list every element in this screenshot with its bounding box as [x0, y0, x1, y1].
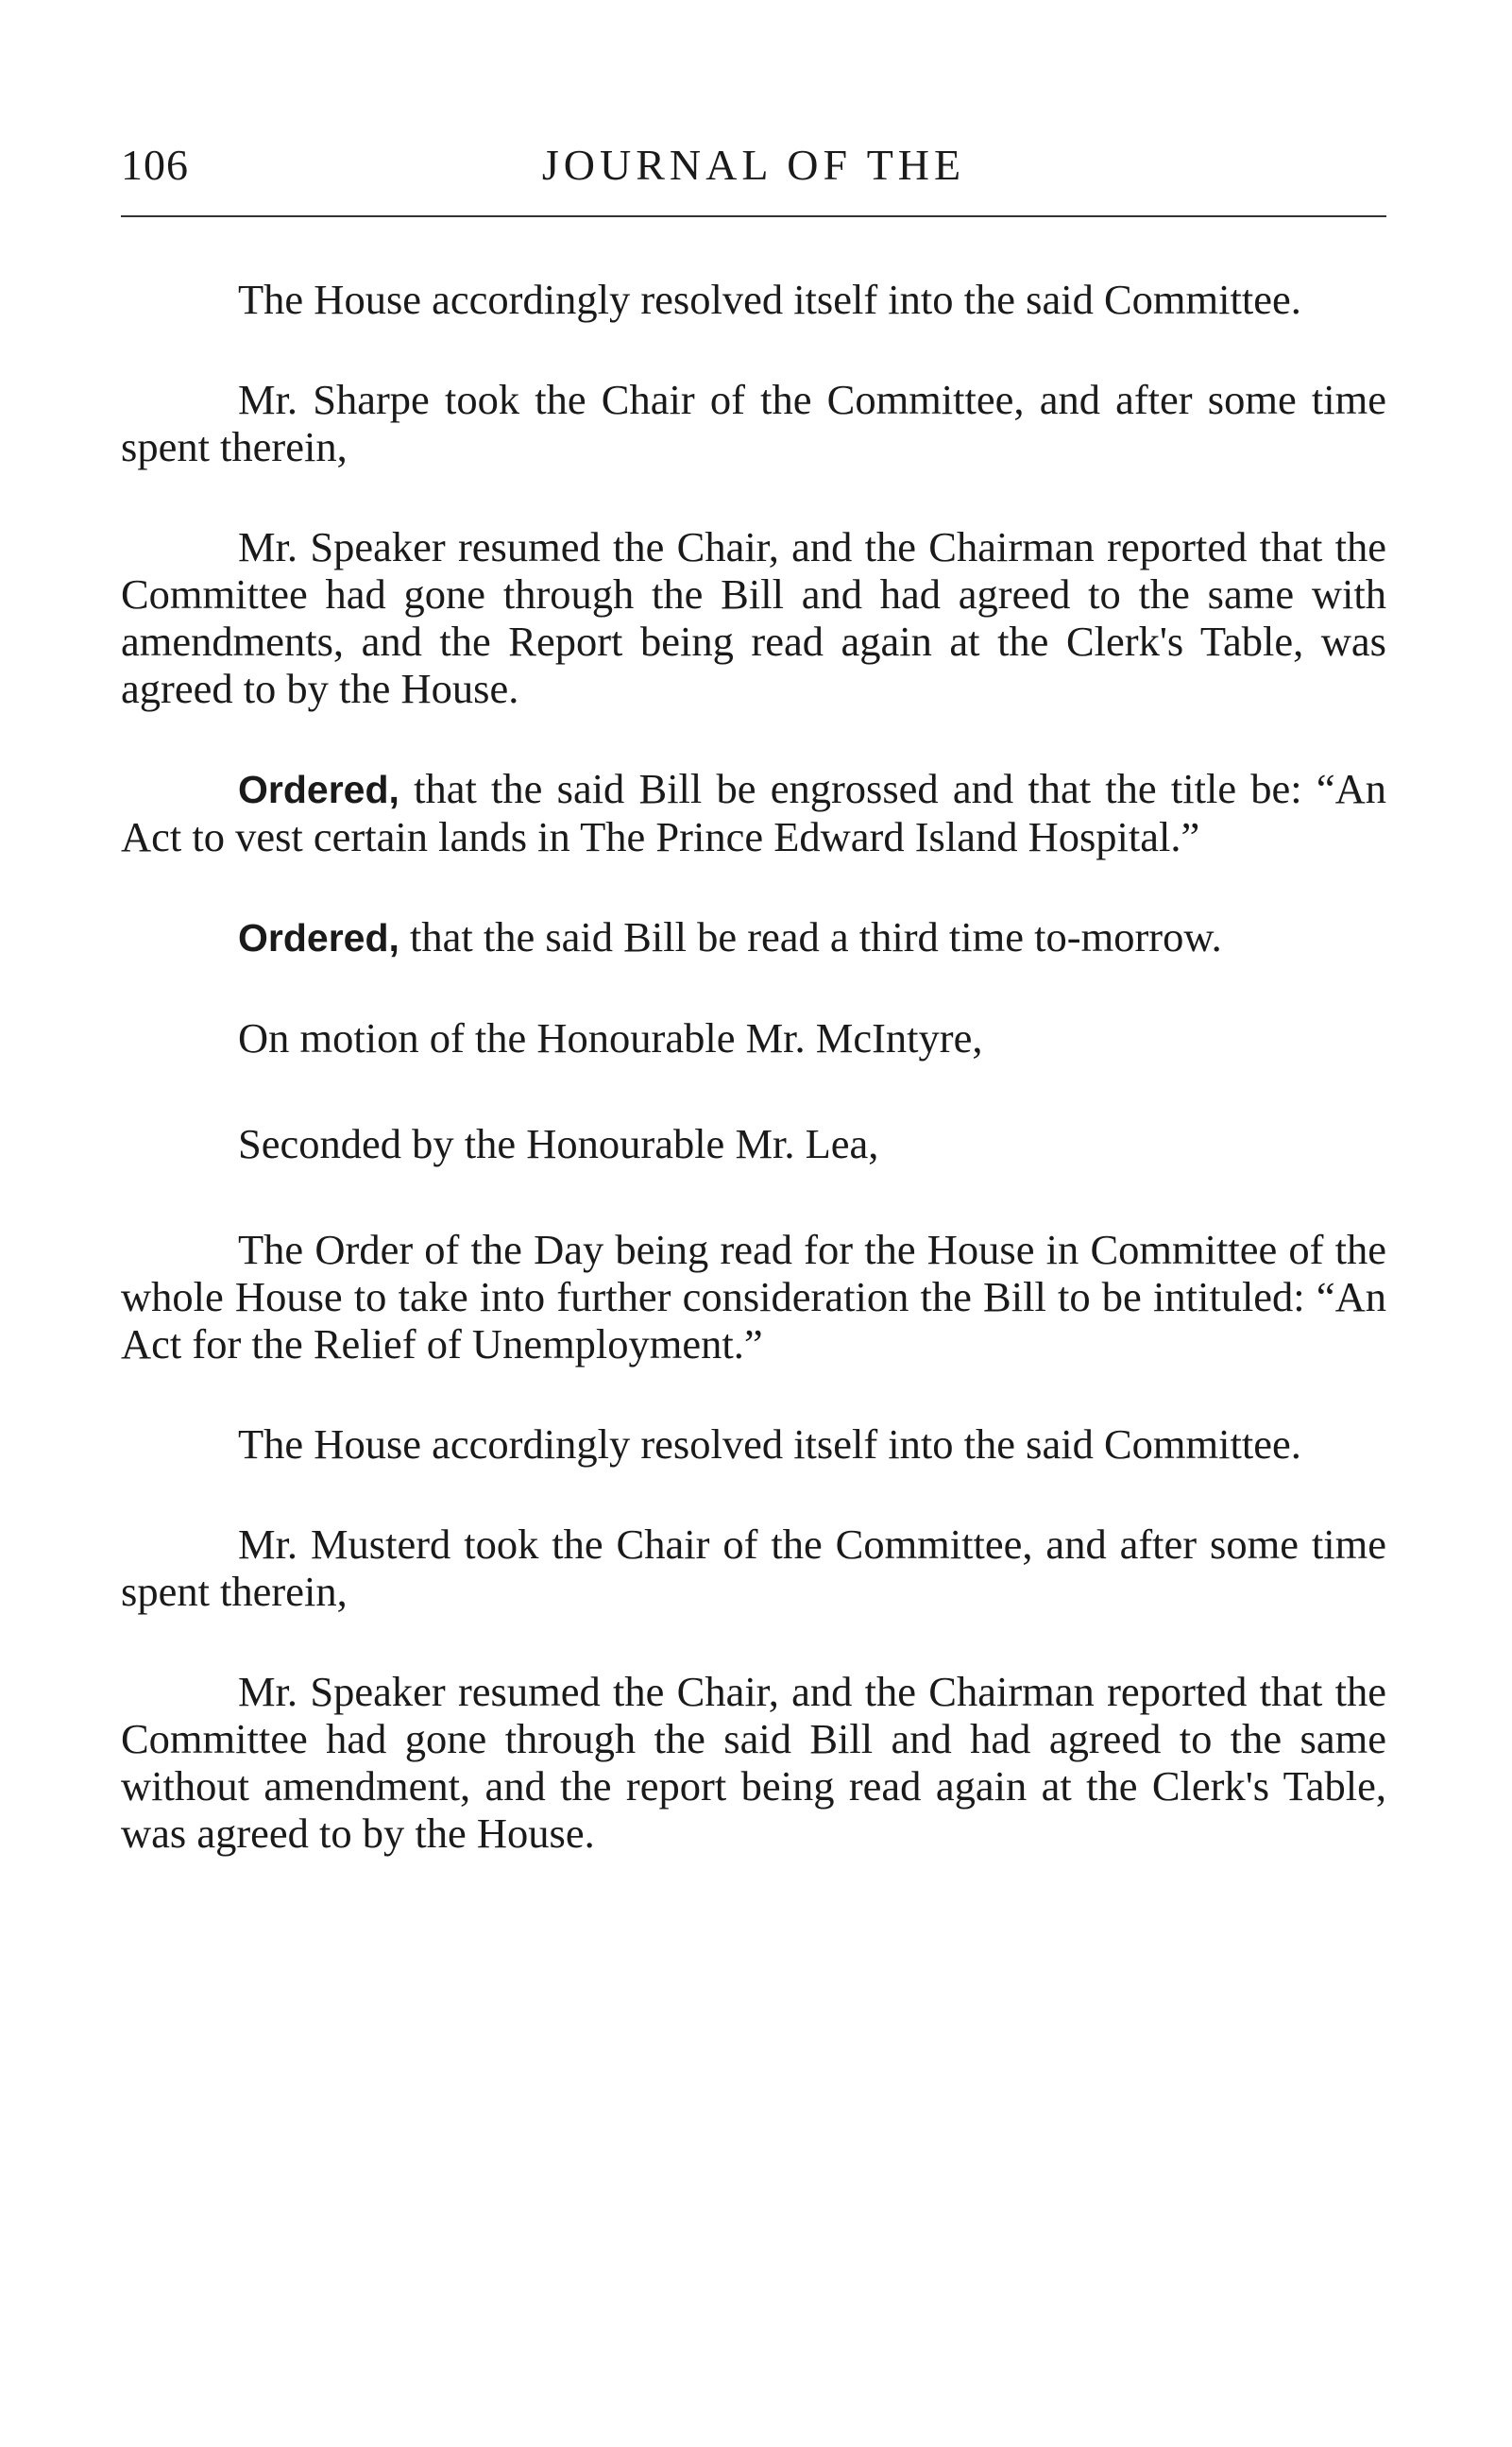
paragraph-musterd-chair: Mr. Musterd took the Chair of the Committee, and after some time spent therein,: [121, 1521, 1386, 1615]
page-header: [121, 132, 1386, 198]
running-head: JOURNAL OF THE: [541, 141, 966, 189]
paragraph-speaker-resumed-2: Mr. Speaker resumed the Chair, and the Chairman reported that the Committee had gone through the said Bill and had agreed to the same without amendment, and the report being read again at the Clerk's Table, was agreed to by the House.: [121, 1668, 1386, 1857]
ordered-label: Ordered,: [238, 916, 399, 960]
page-number: 106: [121, 141, 189, 189]
paragraph-ordered-engrossed: Ordered, that the said Bill be engrossed and that the title be: “An Act to vest certain lands in The Prince Edward Island Hospital.”: [121, 765, 1386, 860]
paragraph-motion: On motion of the Honourable Mr. McIntyre,: [238, 1014, 983, 1062]
paragraph-resolved-committee-2: The House accordingly resolved itself into the said Committee.: [238, 1420, 1301, 1468]
paragraph-resolved-committee: The House accordingly resolved itself into the said Committee.: [238, 276, 1301, 323]
paragraph-sharpe-chair: Mr. Sharpe took the Chair of the Committee, and after some time spent therein,: [121, 376, 1386, 470]
header-rule: [121, 215, 1386, 217]
paragraph-ordered-third-reading: Ordered, that the said Bill be read a third time to-morrow.: [238, 913, 1222, 960]
paragraph-seconded: Seconded by the Honourable Mr. Lea,: [238, 1120, 879, 1167]
journal-body: [121, 276, 1386, 1910]
paragraph-speaker-resumed: Mr. Speaker resumed the Chair, and the Chairman reported that the Committee had gone through the Bill and had agreed to the same with amendments, and the Report being read again at the Clerk's Table, was agreed to by the House.: [121, 523, 1386, 712]
paragraph-order-of-day: The Order of the Day being read for the House in Committee of the whole House to take into further consideration the Bill to be intituled: “An Act for the Relief of Unemployment.”: [121, 1226, 1386, 1368]
ordered-label: Ordered,: [238, 768, 399, 811]
